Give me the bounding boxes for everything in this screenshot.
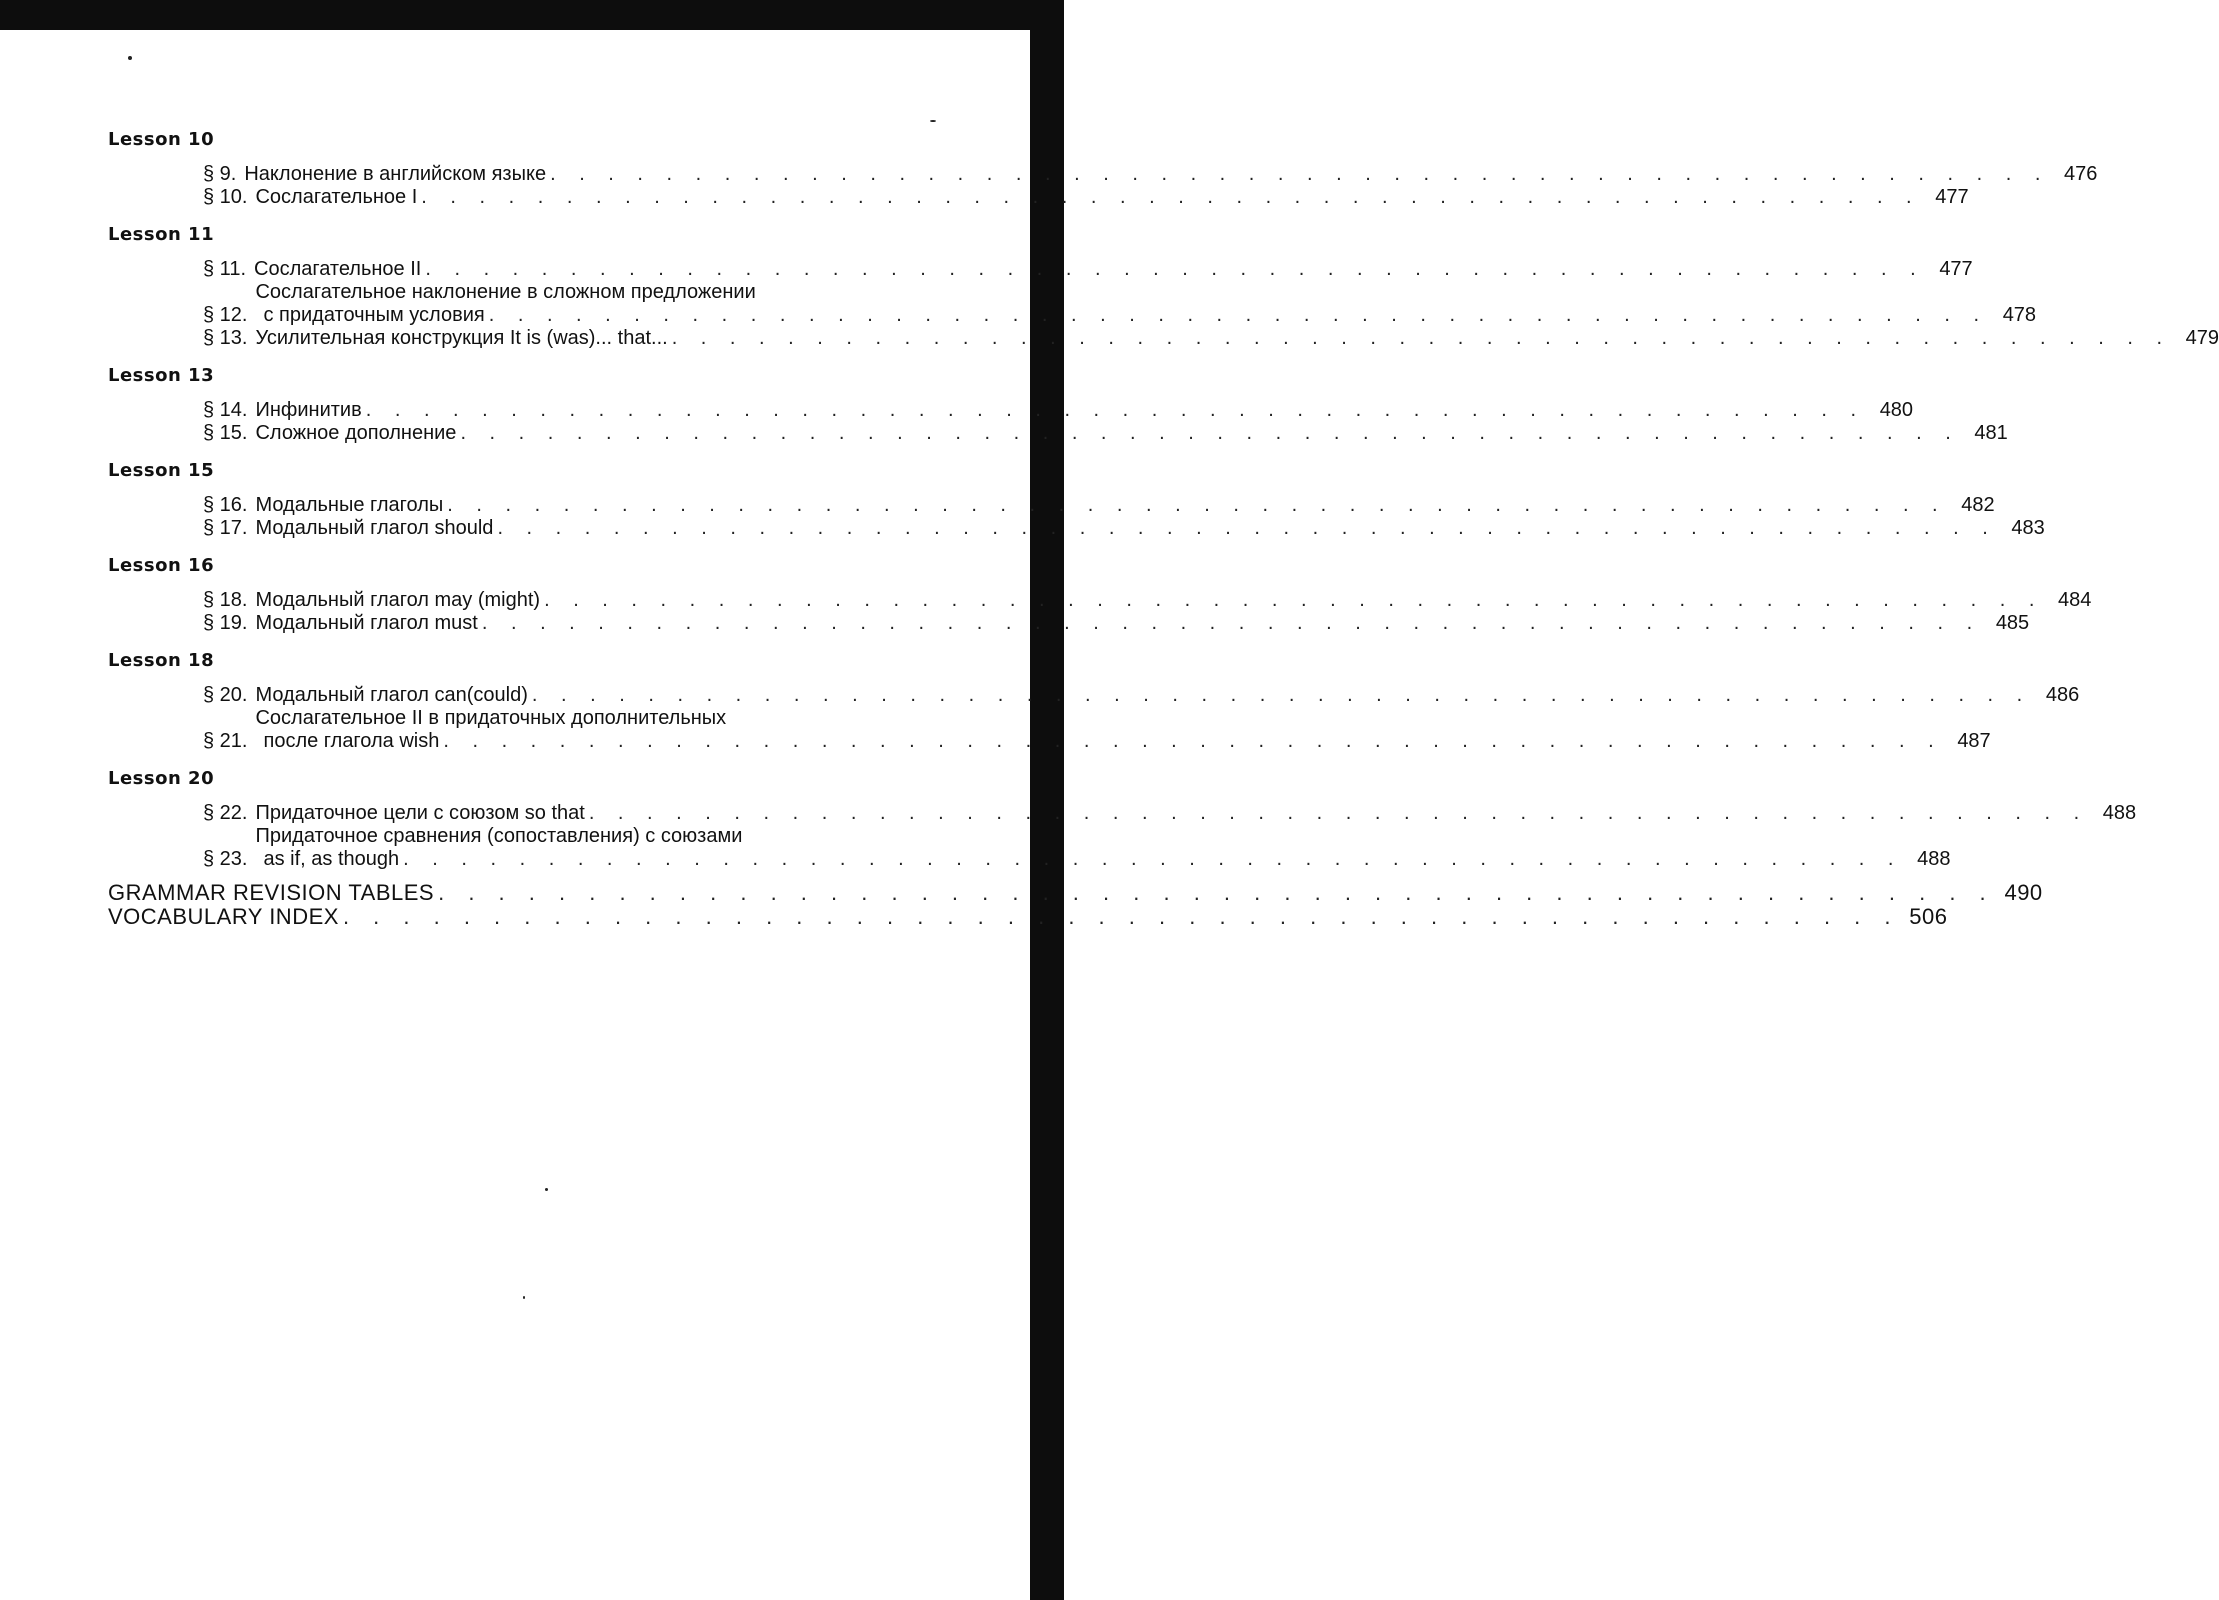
dot-leader: . . . . . . . . . . . . . . . . . . . . . . . . . . . . . . . . . . . . . . . . . . . . . . . . . . . .	[544, 589, 2044, 611]
entry-title-line: Сослагательное II	[254, 258, 422, 280]
page-number: 485	[1995, 612, 2030, 634]
entry-last-line	[255, 304, 2036, 327]
dot-leader: . . . . . . . . . . . . . . . . . . . . . . . . . . . . . . . . . . . . . . . . . . . . . . . . . . . .	[403, 848, 1903, 870]
lesson-heading: Lesson 13	[108, 365, 215, 386]
entry-title-line: Модальный глагол can(could)	[255, 684, 528, 706]
entry-last-line	[255, 399, 1913, 422]
entry-title-line: с придаточным условия	[263, 304, 485, 326]
scan-speck	[930, 120, 936, 122]
toc-entry	[203, 517, 2045, 540]
section-number: § 13.	[203, 327, 248, 349]
section-number: § 23.	[203, 848, 248, 870]
entry-title-line: Придаточное цели с союзом so that	[255, 802, 585, 824]
dot-leader: . . . . . . . . . . . . . . . . . . . . . . . . . . . . . . . . . . . . . . . . . . . . . . . . . . . .	[588, 802, 2089, 824]
entry-body	[255, 589, 2091, 612]
page-number: 478	[2002, 304, 2037, 326]
entry-last-line	[255, 494, 1994, 517]
toc-entry	[203, 589, 2092, 612]
section-number: § 18.	[203, 589, 248, 611]
entry-title-line: Сослагательное II в придаточных дополнительных	[255, 707, 727, 729]
page-number: 480	[1879, 399, 1914, 421]
section-number: § 17.	[203, 517, 248, 539]
lesson-heading: Lesson 20	[108, 768, 215, 789]
entry-last-line	[254, 258, 1973, 281]
page-number: 483	[2011, 517, 2045, 539]
entry-last-line	[255, 327, 2219, 350]
entry-title-line: Инфинитив	[255, 399, 362, 421]
dot-leader: . . . . . . . . . . . . . . . . . . . . . . . . . . . . . . . . . . . . . . . . . . . . . . . . . . . .	[488, 304, 1989, 326]
entry-title-line: Сослагательное I	[255, 186, 418, 208]
page-number: 484	[2058, 589, 2092, 611]
dot-leader: . . . . . . . . . . . . . . . . . . . . . . . . . . . . . . . . . . . . . . . . . . . . . . . . . . . .	[460, 422, 1960, 444]
toc-entry	[203, 186, 1969, 209]
dot-leader: . . . . . . . . . . . . . . . . . . . . . . . . . . . . . . . . . . . . . . . . . . . . . . . . . . . .	[481, 612, 1982, 634]
dot-leader: . . . . . . . . . . . . . . . . . . . . . . . . . . . . . . . . . . . . . . . . . . . . . . . . . . . .	[550, 163, 2050, 185]
page-number: 488	[2102, 802, 2137, 824]
scan-right-edge	[1030, 0, 1064, 1600]
toc-entry	[203, 825, 1951, 871]
dot-leader: . . . . . . . . . . . . . . . . . . . . . . . . . . . . . . . . . . . . . . . . . . . . . . . . . . . .	[365, 399, 1866, 421]
toc-entry	[203, 163, 2098, 186]
entry-title-line: после глагола wish	[263, 730, 440, 752]
entry-title-line: Модальный глагол must	[255, 612, 478, 634]
entry-title-line: Сложное дополнение	[255, 422, 457, 444]
entry-title-line: Усилительная конструкция It is (was)... that...	[255, 327, 668, 349]
lesson-heading: Lesson 11	[108, 224, 215, 245]
entry-body	[255, 281, 2036, 327]
dot-leader: . . . . . . . . . . . . . . . . . . . . . . . . . . . . . . . . . . . . . . . . . . . . . . . . . . . .	[438, 880, 1995, 905]
toc-entry	[203, 327, 2219, 350]
page-number: 488	[1917, 848, 1951, 870]
section-number: § 9.	[203, 163, 237, 185]
toc-entry	[203, 494, 1995, 517]
section-number: § 22.	[203, 802, 248, 824]
section-number: § 21.	[203, 730, 248, 752]
entry-last-line	[255, 684, 2079, 707]
scan-top-edge	[0, 0, 1064, 30]
dot-leader: . . . . . . . . . . . . . . . . . . . . . . . . . . . . . . . . . . . . . . . . . . . . . . . . . . . .	[497, 517, 1997, 539]
scan-speck	[545, 1188, 548, 1191]
entry-last-line	[244, 163, 2097, 186]
toc-entry	[203, 399, 1914, 422]
page-number: 506	[1909, 904, 1948, 929]
page-number: 481	[1974, 422, 2008, 444]
appendix-title: VOCABULARY INDEX	[108, 904, 339, 929]
entry-body	[255, 684, 2079, 707]
dot-leader: . . . . . . . . . . . . . . . . . . . . . . . . . . . . . . . . . . . . . . . . . . . . . . . . . . . .	[671, 327, 2172, 349]
appendix-title: GRAMMAR REVISION TABLES	[108, 880, 435, 905]
page-number: 490	[2004, 880, 2043, 905]
entry-last-line	[255, 422, 2007, 445]
scan-speck	[128, 56, 132, 60]
page-number: 479	[2185, 327, 2219, 349]
entry-body	[255, 422, 2007, 445]
toc-entry	[203, 612, 2030, 635]
page-number: 486	[2045, 684, 2080, 706]
entry-body	[255, 494, 1994, 517]
entry-body	[244, 163, 2097, 186]
lesson-heading: Lesson 18	[108, 650, 215, 671]
entry-body	[255, 399, 1913, 422]
toc-entry	[203, 707, 1991, 753]
dot-leader: . . . . . . . . . . . . . . . . . . . . . . . . . . . . . . . . . . . . . . . . . . . . . . . . . . . .	[443, 730, 1943, 752]
entry-body	[255, 707, 1990, 753]
section-number: § 16.	[203, 494, 248, 516]
dot-leader: . . . . . . . . . . . . . . . . . . . . . . . . . . . . . . . . . . . . . . . . . . . . . . . . . . . .	[342, 904, 1900, 929]
entry-last-line	[255, 802, 2136, 825]
page-number: 476	[2064, 163, 2098, 185]
dot-leader: . . . . . . . . . . . . . . . . . . . . . . . . . . . . . . . . . . . . . . . . . . . . . . . . . . . .	[421, 186, 1921, 208]
entry-body	[254, 258, 1973, 281]
section-number: § 14.	[203, 399, 248, 421]
scan-speck	[523, 1296, 525, 1299]
entry-body	[255, 186, 1968, 209]
page-number: 487	[1957, 730, 1991, 752]
section-number: § 11.	[203, 258, 246, 280]
section-number: § 20.	[203, 684, 248, 706]
entry-last-line	[255, 186, 1968, 209]
section-number: § 12.	[203, 304, 248, 326]
page-number: 477	[1939, 258, 1973, 280]
entry-last-line	[255, 612, 2029, 635]
dot-leader: . . . . . . . . . . . . . . . . . . . . . . . . . . . . . . . . . . . . . . . . . . . . . . . . . . . .	[447, 494, 1947, 516]
dot-leader: . . . . . . . . . . . . . . . . . . . . . . . . . . . . . . . . . . . . . . . . . . . . . . . . . . . .	[425, 258, 1925, 280]
toc-entry	[203, 258, 1973, 281]
page-number: 482	[1961, 494, 1995, 516]
lesson-heading: Lesson 15	[108, 460, 215, 481]
table-of-contents	[108, 128, 2219, 929]
toc-entry	[203, 684, 2080, 707]
entry-title-line: Модальный глагол should	[255, 517, 494, 539]
entry-body	[255, 825, 1950, 871]
entry-body	[255, 517, 2044, 540]
dot-leader: . . . . . . . . . . . . . . . . . . . . . . . . . . . . . . . . . . . . . . . . . . . . . . . . . . . .	[531, 684, 2032, 706]
toc-entry	[203, 422, 2008, 445]
section-number: § 19.	[203, 612, 248, 634]
appendix-entry	[108, 904, 1948, 929]
entry-title-line: Модальный глагол may (might)	[255, 589, 541, 611]
toc-entry	[203, 281, 2037, 327]
toc-entry	[203, 802, 2137, 825]
entry-title-line: Придаточное сравнения (сопоставления) с союзами	[255, 825, 743, 847]
entry-body	[255, 802, 2136, 825]
entry-last-line	[255, 730, 1990, 753]
entry-title-line: Сослагательное наклонение в сложном предложении	[255, 281, 756, 303]
section-number: § 15.	[203, 422, 248, 444]
entry-title-line: as if, as though	[263, 848, 400, 870]
section-number: § 10.	[203, 186, 248, 208]
entry-last-line	[255, 517, 2044, 540]
lesson-heading: Lesson 16	[108, 555, 215, 576]
appendix-entry	[108, 880, 2043, 905]
entry-body	[255, 612, 2029, 635]
entry-title-line: Наклонение в английском языке	[244, 163, 547, 185]
entry-title-line: Модальные глаголы	[255, 494, 444, 516]
lesson-heading: Lesson 10	[108, 129, 215, 150]
entry-body	[255, 327, 2219, 350]
page-number: 477	[1935, 186, 1969, 208]
entry-last-line	[255, 848, 1950, 871]
entry-last-line	[255, 589, 2091, 612]
